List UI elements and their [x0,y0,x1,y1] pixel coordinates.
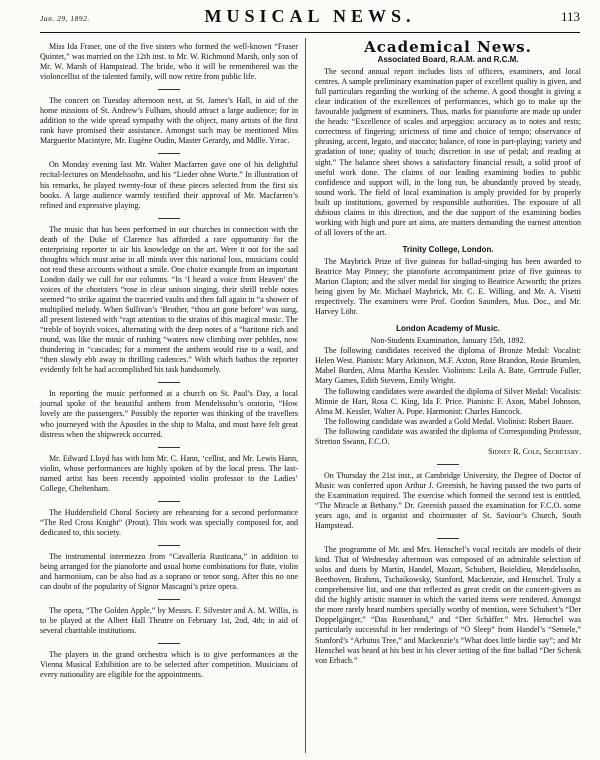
article-paragraph: The following candidate was awarded the diploma of Corresponding Professor, Stretton Swann, F.C.O. [315,426,581,446]
article-paragraph: The opera, “The Golden Apple,” by Messrs. F. Silvester and A. M. Willis, is to be played at the Albert Hall Theatre on February 1st, 2nd, 4th; in aid of several charitable institutions. [40,606,298,636]
article-paragraph: The Huddersfield Choral Society are rehearsing for a second performance “The Red Cross Knight” (Prout). This work was specially composed for, and dedicated to, this society. [40,507,298,537]
separator-rule [158,153,180,154]
article-paragraph: On Thursday the 21st inst., at Cambridge University, the Degree of Doctor of Music was conferred upon Arthur J. Greenish, he having passed the two parts of the Examination required. The exercise which formed the second test is entitled, “The Miracle at Bethany.” Dr. Greenish passed the examination for F.C.O. some years ago, and is organist and choirmaster of St. Saviour’s Church, South Hampstead. [315,470,581,531]
section-masthead: Academical News. [364,38,532,56]
article-paragraph: Mr. Edward Lloyd has with him Mr. C. Hann, ‘cellist, and Mr. Lewis Hann, violin, whose performances are highly spoken of by the local press. The last-named artist has been recently appointed violin professor to the Ladies’ College, Cheltenham. [40,453,298,493]
article-paragraph: The following candidates were awarded the diploma of Silver Medal: Vocalists: Minnie de Hart, Rosa C. King, Ida F. Price. Pianists: F. Axon, Mabel Johnson, Alma M. Kessler, Walter A. Pope. Harmonist: Charles Hancock. [315,386,581,416]
separator-rule [158,218,180,219]
article-paragraph: The music that has been performed in our churches in connection with the death of the Duke of Clarence has afforded a rare opportunity for the enterprising reporter to air his knowledge on the art. Were it not for the sad thoughts which must arise in all minds over this national loss, musicians could not read these accounts without a smile. One choice example from an important London daily we cull for our columns. “In ‘I heard a voice from Heaven’ the voices of the choristers “rose in clear unison singing, their shrill treble notes seemed “to strike against the traceried vaults and then fall again in “a shower of multiplied melody. When Sullivan’s ‘Brother, “thou art gone before’ was sung, all present listened with “rapt attention to the strains of this magical music. The “treble of boyish voices, alternating with the deep notes of a “baritone rich and round, was like the music of rushing “waters now climbing over pebbles, now thundering in “cascades; for a moment the anthem would rise to a wail, and “then slowly ebb away in thrilling cadences.” With which bathos the reporter evidently felt he had accomplished his task handsomely. [40,224,298,375]
section-subheading: Trinity College, London. [402,244,494,254]
article-paragraph: The programme of Mr. and Mrs. Henschel’s vocal recitals are models of their kind. That of Wednesday afternoon was composed of an admirable selection of solos and duets by Martin, Handel, Mozart, Schubert, Boieldieu, Mendelssohn, Beethoven, Brahms, Tschaikowsky, Stanford, Mackenzie, and Henschel. Truly a comprehensive list, and one that reflected as great credit on the concert-givers as did the highly artistic manner in which the varied items were rendered. Amongst the more rarely heard numbers specially worthy of mention, were Schubert’s “Der Doppelgänger,” “Das Rosenband,” and “Der Schäffer.” Mrs. Henschel was particularly successful in her renderings of “O Sleep” from Handel’s “Semele,” Stanford’s “Arbutus Tree,” and Mackenzie’s “What does little birdie say”; and Mr Henschel was heard at his best in his clever setting of the fine ballad “Der Schenk von Erbach.” [315,545,581,665]
article-paragraph: On Monday evening last Mr. Walter Macfarren gave one of his delightful recital-lectures on Mendelssohn, and his “Lieder ohne Worte.” In illustration of his remarks, he played twenty-four of these pieces selected from the first six books. A large audience warmly testified their approval of Mr. Macfarren’s refined and expressive playing. [40,160,298,210]
separator-rule [158,382,180,383]
page-number: 113 [560,9,580,24]
separator-rule [158,501,180,502]
separator-rule [158,599,180,600]
separator-rule [437,464,459,465]
right-column [315,38,581,673]
section-subheading: London Academy of Music. [396,324,500,334]
separator-rule [158,545,180,546]
article-paragraph: The Maybrick Prize of five guineas for ballad-singing has been awarded to Beatrice May Pinney; the pianoforte accompaniment prize of five guineas to Marion Clapton; and the silver medal for singing to Beatrice Acworth; the prizes being given by Mr. Michael Maybrick, Mr. C. E. Willing, and Mr. A. Visetti respectively. The examiners were Prof. Gordon Saunders, Mus. Doc., and Mr. Harvey Löhr. [315,256,581,317]
article-paragraph: The following candidates received the diploma of Bronze Medal: Vocalist: Helen West. Pianists: Mary Atkinson, M.F. Axton, Rose Brandon, Rosie Brumlen, Mabel Burden, Alma Martha Kessler. Violinists: Leila A. Bate, Gertrude Fuller, Mary Games, Edith Stevens, Emily Wright. [315,346,581,386]
column-divider [305,38,306,753]
section-subheading: Associated Board, R.A.M. and R.C.M. [377,55,519,65]
article-paragraph: The players in the grand orchestra which is to give performances at the Vienna Musical Exhibition are to be selected after competition. Musicians of every nationality are eligible for the appointments. [40,650,298,680]
page-header [40,6,580,33]
article-paragraph: The following candidate was awarded a Gold Medal. Violinist: Robert Bauer. [324,416,574,426]
separator-rule [158,89,180,90]
article-paragraph: In reporting the music performed at a church on St. Paul’s Day, a local journal spoke of the beautiful anthem from Mendelssohn’s oratorio, “How lovely are the passengers.” Possibly the reporter was thinking of the travellers who journeyed with the Apostles in the ship to Malta, and must have felt great distress when the shipwreck occurred. [40,389,298,439]
article-paragraph: The concert on Tuesday afternoon next, at St. James’s Hall, in aid of the home missions of St. Andrew’s Fulham, should attract a large audience; for in addition to the wide spread sympathy with the object, many artists of the first rank have promised their assistance. Amongst such may be mentioned Miss Marguerite Macintyre, Mr. Eugène Oudin, Master Gerardy, and Mdlle. Yrrac. [40,96,298,146]
secretary-signature: Sidney R. Cole, Secretary. [488,446,581,456]
issue-date: Jan. 29, 1892. [40,14,90,23]
article-paragraph: The second annual report includes lists of officers, examiners, and local centres. A sample preliminary examination paper of excellent quality is given, and full particulars regarding the working of the scheme. A good thought is giving a clear indication of the excellences of performances, which go to make up the favourable judgment of examiners. Thus, marks for pianoforte are made up under the heads: “Excellence of scales and arpeggios: accuracy as to notes and rests; correctness of fingering; strictness of time and choice of tempo; observance of phrasing, accent, legato, and staccato; balance, of tone in part-playing; variety and gradation of tone; quality of touch; discretion in use of pedal; and reading at sight.” The balance sheet shows a satisfactory financial result, a solid proof of useful work done. The claims of our leading examining bodies to public confidence and support will, in the long run, be abundantly proved by steady, sound work. The field of local examination is amply provided for by properly built up institutions, governed by responsible authorities. The exposure of all dubious claims in this direction, and the due support of the examining bodies working with high and pure art aims, are matters demanding the earnest attention of all lovers of the art. [315,67,581,237]
separator-rule [158,643,180,644]
article-paragraph: Miss Ida Fraser, one of the five sisters who formed the well-known “Fraser Quintet,” was married on the 12th inst. to Mr. W. Richmond Marsh, only son of Mr. W. Marsh of Hampstead. The bride, who it will be remembered was the violoncellist of the talented family, will now retire from public life. [40,42,298,82]
article-paragraph: The instrumental intermezzo from “Cavalleria Rusticana,” in addition to being arranged for the pianoforte and usual home combinations for flute, violin and harmonium, can be also had as a soprano or tenor song. After this no one can doubt of the popularity of Signor Mascagni’s prize opera. [40,551,298,592]
separator-rule [437,538,459,539]
publication-title: MUSICAL NEWS. [204,6,416,26]
separator-rule [158,447,180,448]
left-column [40,42,298,687]
exam-subtitle: Non-Students Examination, January 15th, 1892. [370,336,526,346]
